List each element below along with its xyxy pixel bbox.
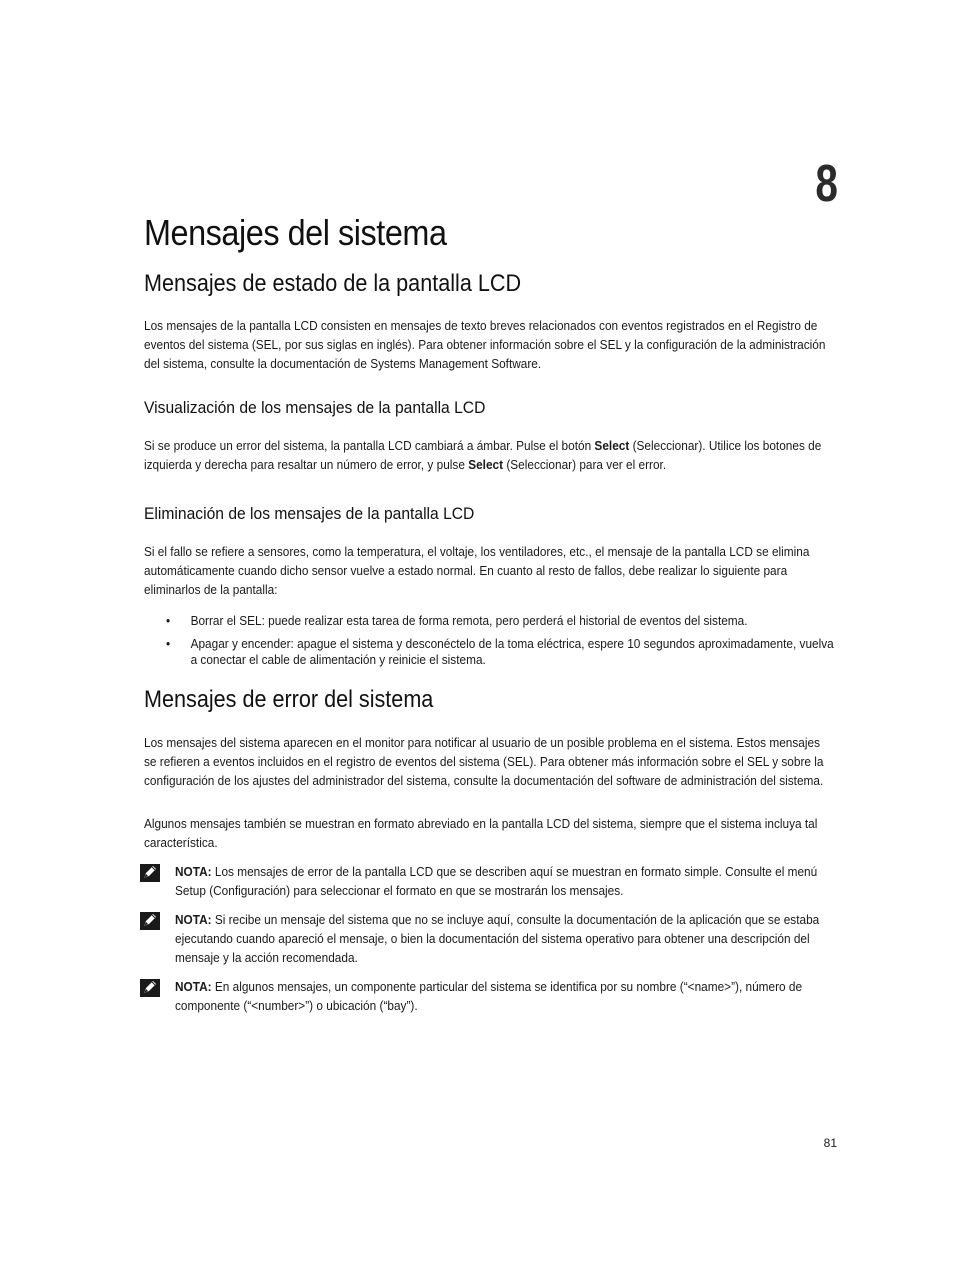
- subsection-heading-view-lcd: Visualización de los mensajes de la pantalla LCD: [144, 398, 486, 417]
- view-lcd-text-2: (Seleccionar). Utilice los botones de izquierda y derecha para resaltar un número de error, y pulse: [144, 438, 822, 472]
- list-item-text: Apagar y encender: apague el sistema y desconéctelo de la toma eléctrica, espere 10 segundos aproximadamente, vuelva a conectar el cable de alimentación y reinicie el sistema.: [190, 636, 834, 667]
- system-errors-paragraph-1: Los mensajes del sistema aparecen en el monitor para notificar al usuario de un posible problema en el sistema. Estos mensajes se refieren a eventos incluidos en el registro de eventos del sistema (SEL). Para obtener más información sobre el SEL y sobre la configuración de los ajustes del administrador del sistema, consulte la documentación del software de administración del sistema.: [144, 735, 824, 788]
- note-text: [175, 862, 839, 900]
- note-body: En algunos mensajes, un componente particular del sistema se identifica por su nombre (“<name>”), número de componente (“<number>”) o ubicación (“bay”).: [175, 979, 803, 1013]
- section-heading-lcd-status: Mensajes de estado de la pantalla LCD: [144, 270, 522, 297]
- pencil-note-icon: [140, 864, 160, 882]
- list-item: [166, 613, 834, 629]
- note-label: NOTA:: [175, 912, 212, 927]
- list-item: [166, 636, 834, 668]
- subsection-heading-delete-lcd: Eliminación de los mensajes de la pantalla LCD: [144, 504, 475, 523]
- bullet-icon: •: [166, 636, 171, 651]
- note-label: NOTA:: [175, 864, 212, 879]
- view-lcd-text-3: (Seleccionar) para ver el error.: [503, 457, 667, 472]
- bullet-icon: •: [166, 613, 171, 628]
- pencil-note-icon: [140, 912, 160, 930]
- view-lcd-text-1: Si se produce un error del sistema, la pantalla LCD cambiará a ámbar. Pulse el botón: [144, 438, 595, 453]
- note-text: [175, 910, 839, 967]
- page-number: 81: [823, 1136, 837, 1150]
- pencil-note-icon: [140, 979, 160, 997]
- note-text: [175, 977, 839, 1015]
- system-errors-paragraph-2: Algunos mensajes también se muestran en formato abreviado en la pantalla LCD del sistema, siempre que el sistema incluya tal característica.: [144, 816, 818, 850]
- note-body: Los mensajes de error de la pantalla LCD que se describen aquí se muestran en formato simple. Consulte el menú Setup (Configuración) para seleccionar el formato en que se mostrarán los mensajes.: [175, 864, 818, 898]
- list-item-text: Borrar el SEL: puede realizar esta tarea de forma remota, pero perderá el historial de eventos del sistema.: [190, 613, 748, 628]
- section-heading-system-errors: Mensajes de error del sistema: [144, 686, 434, 713]
- note-label: NOTA:: [175, 979, 212, 994]
- view-lcd-paragraph: [144, 436, 836, 474]
- note-body: Si recibe un mensaje del sistema que no se incluye aquí, consulte la documentación de la aplicación que se estaba ejecutando cuando apareció el mensaje, o bien la documentación del sistema operativo para obtener una descripción del mensaje y la acción recomendada.: [175, 912, 820, 965]
- chapter-title: Mensajes del sistema: [144, 212, 447, 253]
- select-button-label: Select: [468, 457, 504, 472]
- select-button-label: Select: [594, 438, 630, 453]
- lcd-status-intro: Los mensajes de la pantalla LCD consisten en mensajes de texto breves relacionados con eventos registrados en el Registro de eventos del sistema (SEL, por sus siglas en inglés). Para obtener información sobre el SEL y la configuración de la administración del sistema, consulte la documentación de Systems Management Software.: [144, 318, 826, 371]
- chapter-number: 8: [815, 155, 838, 213]
- delete-lcd-intro: Si el fallo se refiere a sensores, como la temperatura, el voltaje, los ventiladores, etc., el mensaje de la pantalla LCD se elimina automáticamente cuando dicho sensor vuelve a estado normal. En cuanto al resto de fallos, debe realizar lo siguiente para eliminarlos de la pantalla:: [144, 544, 810, 597]
